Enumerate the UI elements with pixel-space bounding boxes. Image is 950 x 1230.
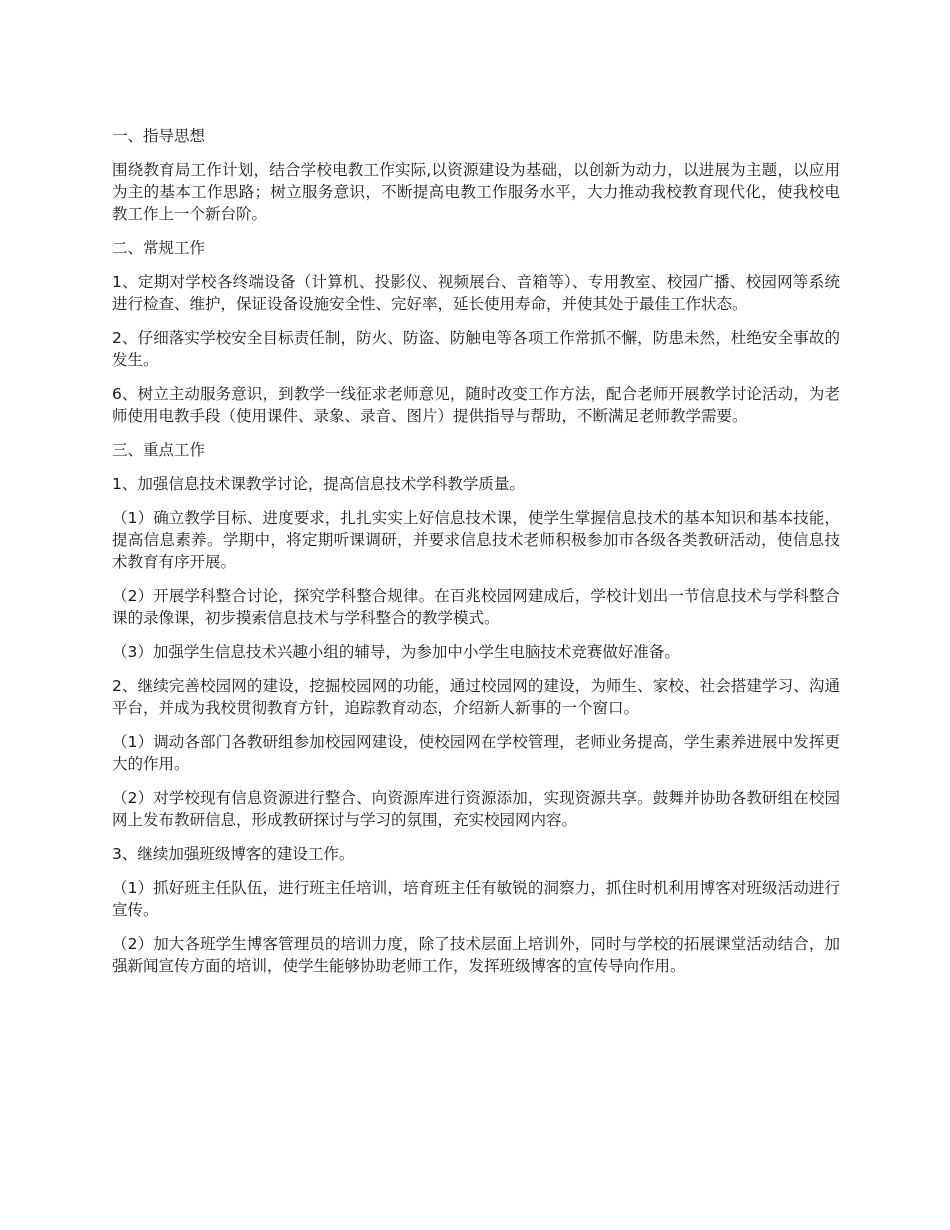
paragraph-key-1-sub-3: （3）加强学生信息技术兴趣小组的辅导，为参加中小学生电脑技术竞赛做好准备。 xyxy=(112,643,680,661)
section-heading-guiding-ideology: 一、指导思想 xyxy=(112,127,206,145)
paragraph-key-1: 1、加强信息技术课教学讨论，提高信息技术学科教学质量。 xyxy=(112,475,525,493)
paragraph-key-1-sub-1: （1）确立教学目标、进度要求，扎扎实实上好信息技术课，使学生掌握信息技术的基本知识和基本技能，提高信息素养。学期中，将定期听课调研，并要求信息技术老师积极参加市各级各类教研活动，使信息技术教育有序开展。 xyxy=(112,509,840,571)
section-heading-key-work: 三、重点工作 xyxy=(112,441,206,459)
paragraph-routine-2: 2、仔细落实学校安全目标责任制，防火、防盗、防触电等各项工作常抓不懈，防患未然，杜绝安全事故的发生。 xyxy=(112,329,840,369)
paragraph-key-2: 2、继续完善校园网的建设，挖掘校园网的功能，通过校园网的建设，为师生、家校、社会搭建学习、沟通平台，并成为我校贯彻教育方针，追踪教育动态，介绍新人新事的一个窗口。 xyxy=(112,677,840,717)
document-page xyxy=(112,125,840,989)
paragraph-routine-6: 6、树立主动服务意识，到教学一线征求老师意见，随时改变工作方法，配合老师开展教学讨论活动，为老师使用电教手段（使用课件、录象、录音、图片）提供指导与帮助，不断满足老师教学需要。 xyxy=(112,385,840,425)
section-heading-routine-work: 二、常规工作 xyxy=(112,239,206,257)
paragraph-key-3-sub-2: （2）加大各班学生博客管理员的培训力度，除了技术层面上培训外，同时与学校的拓展课堂活动结合，加强新闻宣传方面的培训，使学生能够协助老师工作，发挥班级博客的宣传导向作用。 xyxy=(112,935,840,975)
paragraph-key-1-sub-2: （2）开展学科整合讨论，探究学科整合规律。在百兆校园网建成后，学校计划出一节信息技术与学科整合课的录像课，初步摸索信息技术与学科整合的教学模式。 xyxy=(112,587,840,627)
paragraph-guiding-ideology: 围绕教育局工作计划，结合学校电教工作实际,以资源建设为基础，以创新为动力，以进展为主题，以应用为主的基本工作思路；树立服务意识，不断提高电教工作服务水平，大力推动我校教育现代化，使我校电教工作上一个新台阶。 xyxy=(112,161,840,223)
paragraph-routine-1: 1、定期对学校各终端设备（计算机、投影仪、视频展台、音箱等）、专用教室、校园广播、校园网等系统进行检查、维护，保证设备设施安全性、完好率，延长使用寿命，并使其处于最佳工作状态。 xyxy=(112,273,840,313)
paragraph-key-3-sub-1: （1）抓好班主任队伍，进行班主任培训，培育班主任有敏锐的洞察力，抓住时机利用博客对班级活动进行宣传。 xyxy=(112,879,840,919)
paragraph-key-2-sub-2: （2）对学校现有信息资源进行整合、向资源库进行资源添加，实现资源共享。鼓舞并协助各教研组在校园网上发布教研信息，形成教研探讨与学习的氛围，充实校园网内容。 xyxy=(112,789,840,829)
paragraph-key-3: 3、继续加强班级博客的建设工作。 xyxy=(112,845,355,863)
paragraph-key-2-sub-1: （1）调动各部门各教研组参加校园网建设，使校园网在学校管理，老师业务提高，学生素养进展中发挥更大的作用。 xyxy=(112,733,840,773)
